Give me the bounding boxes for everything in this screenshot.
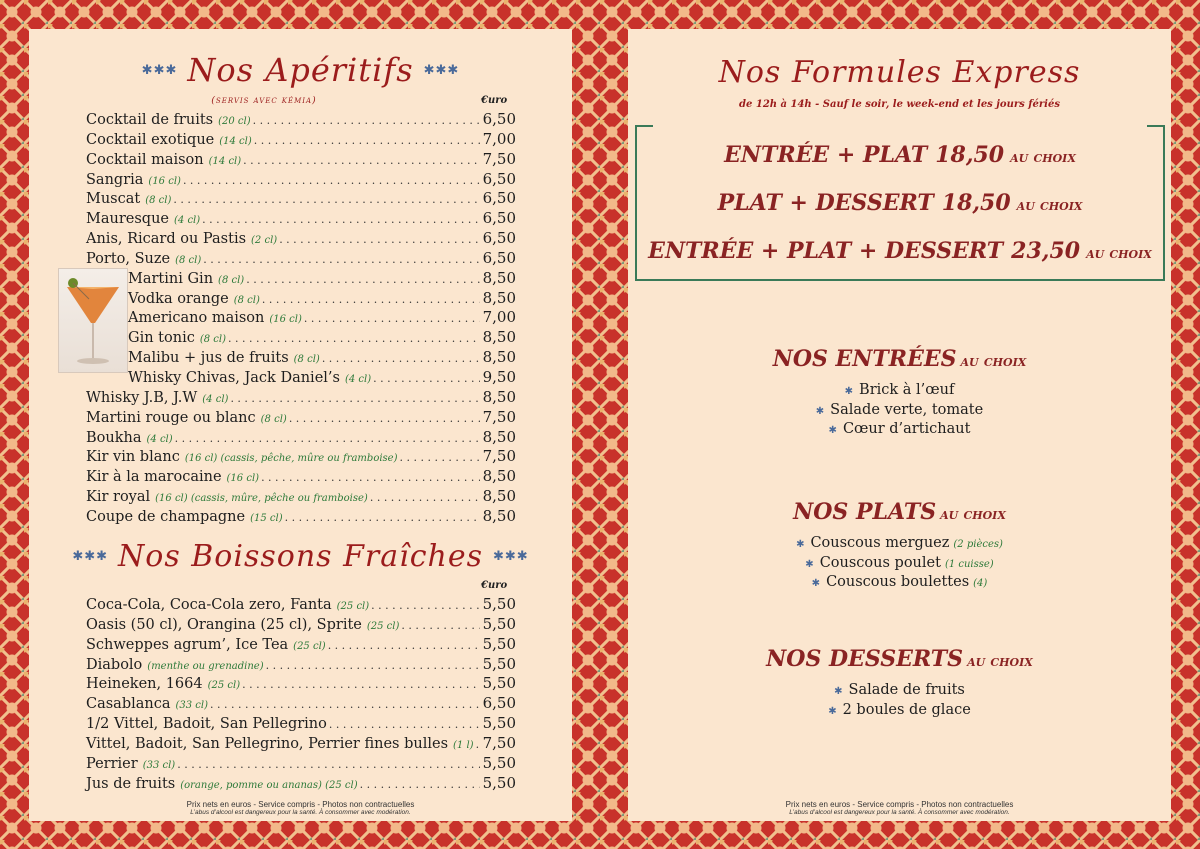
boissons-list: [86, 595, 516, 793]
item-price: 7,50: [482, 447, 516, 466]
menu-item-row: [86, 249, 516, 269]
item-price: 8,50: [482, 427, 516, 446]
item-price: 7,00: [482, 129, 516, 148]
dish-item: [628, 420, 1171, 440]
dish-note: (1 cuisse): [944, 558, 994, 570]
dot-leader: [368, 491, 480, 504]
star-bullet-icon: ✱: [805, 558, 814, 570]
item-name: Sangria: [86, 171, 144, 188]
footer-line-1: Prix nets en euros - Service compris - Photos non contractuelles: [186, 800, 415, 809]
desserts-title: NOS DESSERTS: [766, 646, 964, 672]
item-quantity: (4 cl): [202, 393, 229, 405]
menu-item-row: [86, 308, 516, 328]
item-name: Americano maison: [128, 310, 265, 327]
menu-item-row: [86, 655, 516, 675]
item-quantity: (16 cl) (cassis, mûre, pêche ou framboise): [155, 493, 368, 505]
dot-leader: [244, 273, 480, 286]
dot-leader: [252, 134, 480, 147]
item-name: Cocktail maison: [86, 151, 204, 168]
menu-item-row: [86, 487, 516, 507]
footer-line-2: L’abus d’alcool est dangereux pour la santé. À consommer avec modération.: [789, 809, 1010, 816]
item-name: Diabolo: [86, 656, 143, 673]
left-footer: [29, 800, 572, 816]
item-quantity: (1 l): [453, 739, 474, 751]
formula-price: 18,50: [941, 190, 1011, 216]
item-name: Cocktail exotique: [86, 131, 215, 148]
menu-item-row: [86, 229, 516, 249]
item-price: 6,50: [482, 110, 516, 128]
euro-label: €uro: [481, 95, 508, 106]
dot-leader: [327, 718, 480, 731]
dot-leader: [259, 471, 480, 484]
plats-choix: au choix: [940, 505, 1006, 523]
dish-name: Couscous merguez: [810, 535, 950, 551]
formules-box: [635, 125, 1165, 281]
item-quantity: (8 cl): [293, 354, 320, 366]
menu-item-row: [86, 714, 516, 734]
item-name: Kir royal: [86, 489, 151, 506]
star-bullet-icon: ✱: [828, 705, 837, 717]
item-quantity: (4 cl): [174, 215, 201, 227]
menu-item-row: [86, 734, 516, 754]
dish-name: Salade de fruits: [848, 682, 965, 698]
euro-label: €uro: [481, 580, 508, 591]
stars-ornament-icon: ✱✱✱: [141, 62, 178, 78]
dot-leader: [277, 233, 480, 246]
item-quantity: (15 cl): [250, 512, 283, 524]
item-price: 6,50: [482, 229, 516, 248]
item-price: 8,50: [482, 467, 516, 486]
star-bullet-icon: ✱: [811, 578, 821, 590]
boissons-heading: [29, 539, 572, 574]
plats-title: NOS PLATS: [793, 499, 937, 525]
entrees-title: NOS ENTRÉES: [772, 346, 957, 372]
item-quantity: (2 cl): [251, 235, 278, 247]
item-price: 7,50: [482, 407, 516, 426]
menu-item-row: [86, 388, 516, 408]
formula-row: [637, 179, 1163, 227]
menu-item-row: [86, 289, 516, 309]
dot-leader: [287, 412, 480, 425]
item-quantity: (8 cl): [199, 334, 226, 346]
star-bullet-icon: ✱: [815, 405, 825, 417]
item-quantity: (orange, pomme ou ananas) (25 cl): [180, 779, 358, 791]
item-name: Heineken, 1664: [86, 676, 203, 693]
item-quantity: (16 cl) (cassis, pêche, mûre ou framboise): [184, 453, 398, 465]
item-price: 9,50: [482, 367, 516, 386]
dot-leader: [283, 511, 480, 524]
item-name: Jus de fruits: [86, 775, 176, 792]
item-name: Schweppes agrum’, Ice Tea: [86, 636, 289, 653]
item-quantity: (menthe ou grenadine): [147, 660, 264, 672]
formula-price: 23,50: [1011, 238, 1081, 264]
item-name: Casablanca: [86, 696, 171, 713]
desserts-list: [628, 681, 1171, 720]
plats-list: [628, 534, 1171, 593]
item-price: 8,50: [482, 348, 516, 367]
item-quantity: (33 cl): [175, 700, 209, 712]
menu-item-row: [86, 150, 516, 170]
item-price: 5,50: [482, 614, 516, 633]
item-price: 5,50: [482, 654, 516, 673]
formula-label: ENTRÉE + PLAT + DESSERT: [648, 238, 1004, 264]
item-name: Martini Gin: [128, 270, 214, 287]
formula-choix: au choix: [1010, 148, 1076, 166]
plats-heading: [628, 499, 1171, 525]
dot-leader: [397, 451, 480, 464]
menu-item-row: [86, 170, 516, 190]
item-name: Whisky J.B, J.W: [86, 389, 198, 406]
dot-leader: [251, 114, 480, 127]
item-price: 6,50: [482, 694, 516, 713]
item-quantity: (33 cl): [142, 759, 176, 771]
footer-line-2: L’abus d’alcool est dangereux pour la santé. À consommer avec modération.: [190, 809, 411, 816]
item-price: 6,50: [482, 169, 516, 188]
formula-row: [637, 131, 1163, 179]
item-quantity: (25 cl): [366, 620, 400, 632]
item-name: Vodka orange: [128, 290, 229, 307]
menu-item-row: [86, 269, 516, 289]
item-price: 8,50: [482, 387, 516, 406]
item-price: 6,50: [482, 189, 516, 208]
menu-item-row: [86, 447, 516, 467]
item-price: 5,50: [482, 674, 516, 693]
dot-leader: [173, 432, 480, 445]
menu-item-row: [86, 774, 516, 794]
menu-right-page: [628, 29, 1171, 821]
item-price: 5,50: [482, 634, 516, 653]
item-price: 7,00: [482, 308, 516, 327]
menu-left-page: [29, 29, 572, 821]
menu-item-row: [86, 368, 516, 388]
entrees-choix: au choix: [960, 352, 1027, 370]
stars-ornament-icon: ✱✱✱: [72, 549, 109, 564]
item-quantity: (14 cl): [208, 155, 242, 167]
dish-item: [628, 554, 1171, 574]
entrees-list: [628, 381, 1171, 440]
item-price: 8,50: [482, 268, 516, 287]
item-name: Muscat: [86, 191, 141, 208]
formula-row: [637, 227, 1163, 275]
star-bullet-icon: ✱: [828, 425, 837, 437]
formules-subtitle: de 12h à 14h - Sauf le soir, le week-end et les jours fériés: [739, 99, 1060, 110]
dot-leader: [181, 174, 480, 187]
dish-item: [628, 573, 1171, 593]
dot-leader: [358, 778, 480, 791]
item-quantity: (4 cl): [146, 433, 173, 445]
dot-leader: [201, 253, 480, 266]
item-price: 5,50: [482, 714, 516, 733]
item-quantity: (8 cl): [218, 274, 245, 286]
menu-item-row: [86, 189, 516, 209]
item-name: Mauresque: [86, 211, 169, 228]
item-quantity: (8 cl): [175, 254, 202, 266]
item-quantity: (16 cl): [269, 314, 302, 326]
dot-leader: [226, 332, 480, 345]
stars-ornament-icon: ✱✱✱: [423, 62, 460, 78]
item-name: Martini rouge ou blanc: [86, 409, 256, 426]
menu-item-row: [86, 110, 516, 130]
dot-leader: [260, 293, 480, 306]
formules-title: Nos Formules Express: [718, 55, 1081, 90]
formula-label: PLAT + DESSERT: [717, 190, 934, 216]
menu-item-row: [86, 428, 516, 448]
formula-choix: au choix: [1016, 196, 1083, 214]
desserts-choix: au choix: [967, 652, 1033, 670]
item-price: 6,50: [482, 209, 516, 228]
item-quantity: (8 cl): [233, 294, 260, 306]
item-price: 7,50: [482, 149, 516, 168]
dot-leader: [171, 193, 480, 206]
right-footer: [628, 800, 1171, 816]
dish-item: [628, 681, 1171, 701]
item-name: Perrier: [86, 755, 138, 772]
item-price: 8,50: [482, 506, 516, 525]
dot-leader: [302, 312, 480, 325]
aperitifs-title: Nos Apéritifs: [187, 51, 414, 89]
menu-item-row: [86, 408, 516, 428]
dot-leader: [371, 372, 480, 385]
item-name: Coca-Cola, Coca-Cola zero, Fanta: [86, 597, 332, 613]
item-quantity: (25 cl): [293, 640, 326, 652]
item-price: 5,50: [482, 773, 516, 792]
dot-leader: [228, 392, 480, 405]
item-quantity: (14 cl): [219, 135, 252, 147]
menu-item-row: [86, 467, 516, 487]
dish-item: [628, 381, 1171, 401]
footer-line-1: Prix nets en euros - Service compris - Photos non contractuelles: [785, 800, 1014, 809]
stars-ornament-icon: ✱✱✱: [492, 549, 529, 564]
dot-leader: [240, 678, 480, 691]
menu-item-row: [86, 328, 516, 348]
dot-leader: [369, 599, 480, 612]
item-price: 8,50: [482, 487, 516, 506]
item-price: 5,50: [482, 753, 516, 772]
item-name: Malibu + jus de fruits: [128, 350, 289, 367]
menu-item-row: [86, 694, 516, 714]
item-price: 8,50: [482, 288, 516, 307]
desserts-heading: [628, 646, 1171, 672]
menu-item-row: [86, 130, 516, 150]
item-quantity: (16 cl): [226, 473, 260, 485]
item-price: 5,50: [482, 595, 516, 613]
menu-item-row: [86, 635, 516, 655]
dot-leader: [320, 352, 480, 365]
menu-item-row: [86, 348, 516, 368]
item-name: Whisky Chivas, Jack Daniel’s: [128, 369, 340, 386]
formula-label: ENTRÉE + PLAT: [724, 142, 928, 168]
dot-leader: [399, 619, 480, 632]
item-price: 8,50: [482, 328, 516, 347]
formula-list: [637, 127, 1163, 275]
item-quantity: (8 cl): [260, 413, 287, 425]
dish-item: [628, 701, 1171, 721]
item-quantity: (20 cl): [218, 116, 251, 127]
item-name: Gin tonic: [128, 330, 195, 347]
entrees-heading: [628, 346, 1171, 372]
item-quantity: (4 cl): [344, 373, 372, 385]
item-name: Oasis (50 cl), Orangina (25 cl), Sprite: [86, 616, 362, 633]
aperitifs-subtitle: (servis avec kémia): [211, 95, 317, 106]
dish-name: Couscous boulettes: [826, 574, 970, 591]
dish-item: [628, 534, 1171, 554]
dish-name: Couscous poulet: [819, 554, 941, 571]
item-name: Cocktail de fruits: [86, 112, 214, 128]
item-quantity: (16 cl): [148, 175, 181, 187]
dot-leader: [175, 758, 480, 771]
dot-leader: [241, 154, 480, 167]
item-price: 7,50: [482, 733, 516, 752]
formula-price: 18,50: [935, 142, 1005, 168]
menu-item-row: [86, 209, 516, 229]
star-bullet-icon: ✱: [834, 686, 843, 697]
dot-leader: [264, 659, 480, 672]
item-name: Vittel, Badoit, San Pellegrino, Perrier fines bulles: [86, 735, 449, 752]
formula-choix: au choix: [1086, 244, 1152, 262]
star-bullet-icon: ✱: [844, 386, 854, 397]
item-name: Anis, Ricard ou Pastis: [86, 231, 247, 248]
dish-name: Cœur d’artichaut: [842, 421, 971, 438]
dish-name: Salade verte, tomate: [830, 401, 984, 418]
dish-note: (2 pièces): [953, 539, 1003, 550]
menu-item-row: [86, 595, 516, 615]
item-name: Kir vin blanc: [86, 449, 180, 466]
star-bullet-icon: ✱: [796, 539, 805, 550]
item-name: 1/2 Vittel, Badoit, San Pellegrino: [86, 716, 327, 733]
item-quantity: (25 cl): [336, 601, 370, 612]
item-name: Boukha: [86, 429, 142, 446]
menu-item-row: [86, 615, 516, 635]
dish-note: (4): [973, 578, 988, 590]
item-quantity: (25 cl): [207, 680, 241, 692]
dish-name: Brick à l’œuf: [859, 382, 955, 398]
boissons-title: Nos Boissons Fraîches: [118, 539, 483, 574]
dot-leader: [326, 639, 480, 652]
menu-item-row: [86, 674, 516, 694]
dot-leader: [208, 698, 480, 711]
dot-leader: [200, 213, 480, 226]
aperitifs-heading: [29, 51, 572, 89]
menu-item-row: [86, 754, 516, 774]
menu-item-row: [86, 507, 516, 527]
item-quantity: (8 cl): [145, 195, 172, 207]
dish-item: [628, 401, 1171, 421]
item-price: 6,50: [482, 248, 516, 267]
item-name: Porto, Suze: [86, 250, 171, 267]
item-name: Kir à la marocaine: [86, 469, 222, 486]
item-name: Coupe de champagne: [86, 508, 246, 525]
dish-name: 2 boules de glace: [842, 701, 971, 718]
aperitifs-list: [86, 110, 516, 527]
